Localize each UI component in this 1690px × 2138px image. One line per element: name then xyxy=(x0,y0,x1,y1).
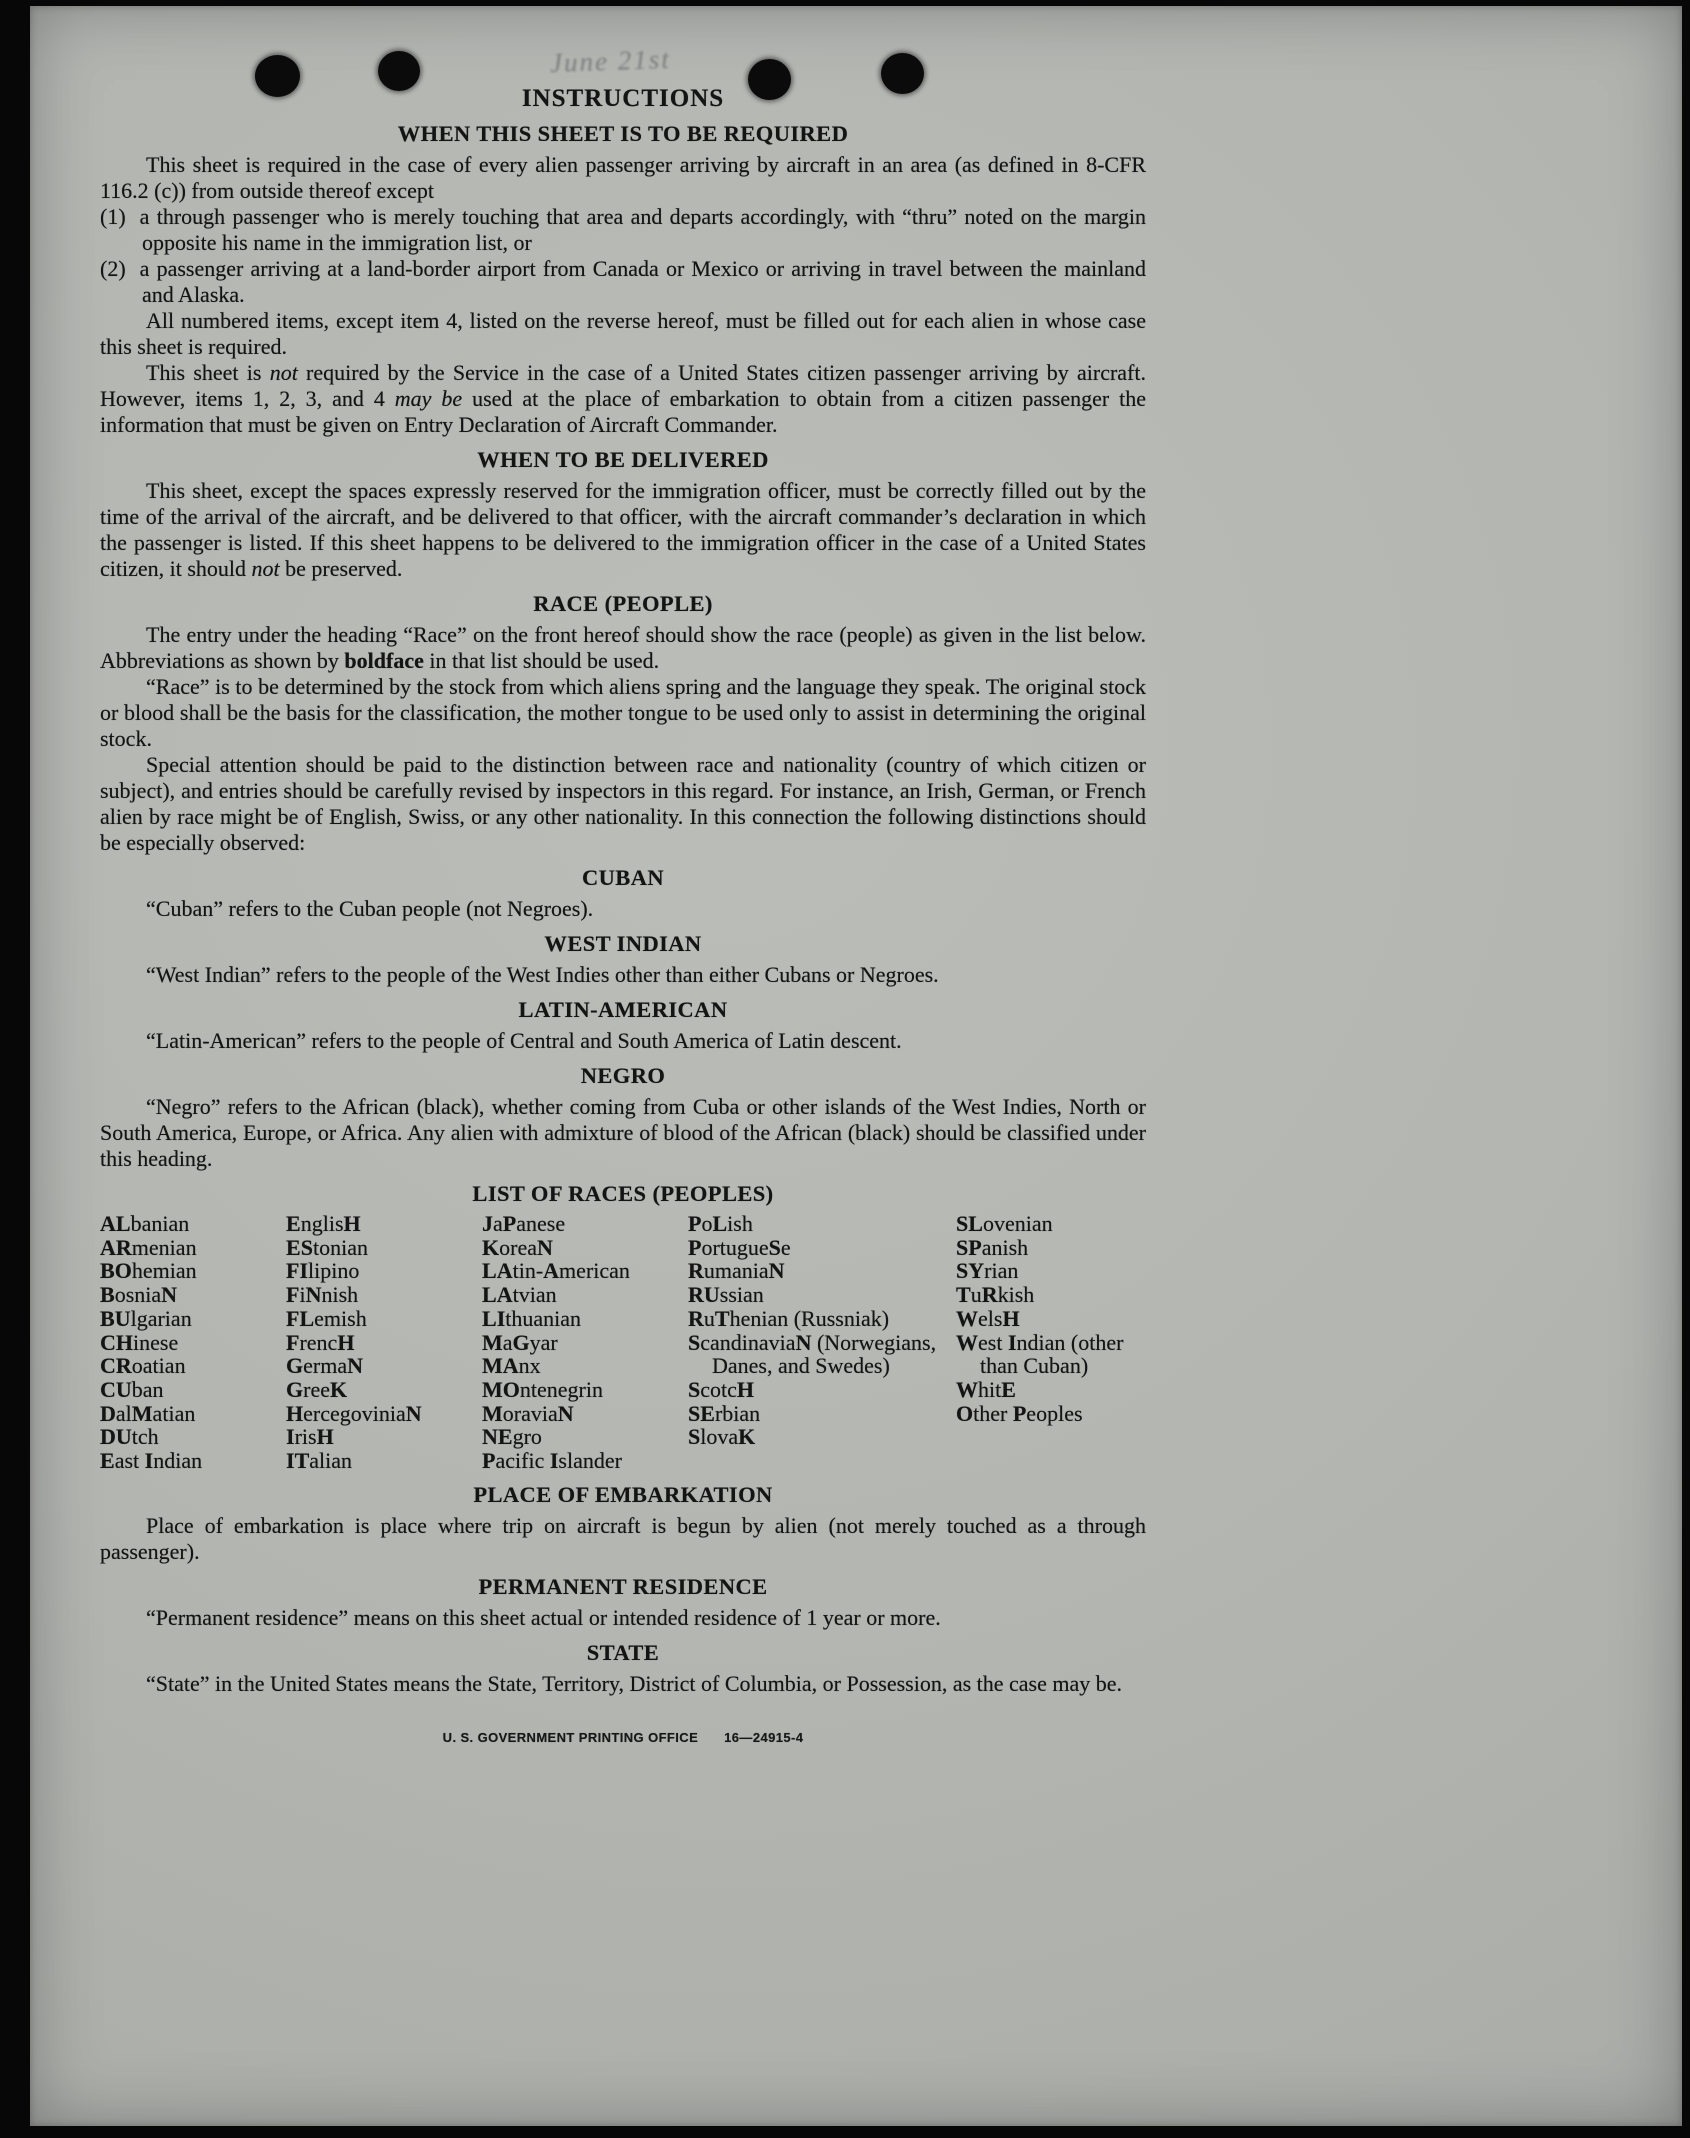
heading-embarkation: PLACE OF EMBARKATION xyxy=(473,1481,773,1507)
race-item: DUtch xyxy=(100,1424,159,1450)
races-column xyxy=(956,1212,1146,1473)
race-item: FrencH xyxy=(286,1329,355,1355)
races-column xyxy=(286,1212,482,1473)
race-item: DalMatian xyxy=(100,1400,196,1426)
race-item: Pacific Islander xyxy=(482,1448,622,1474)
race-item: PoLish xyxy=(688,1211,753,1236)
para-latin-american: “Latin-American” refers to the people of Central and South America of Latin descent. xyxy=(146,1028,902,1053)
race-item: BUlgarian xyxy=(100,1305,192,1331)
race-item: ALbanian xyxy=(100,1211,190,1236)
race-item: MAnx xyxy=(482,1353,541,1379)
heading-latin-american: LATIN-AMERICAN xyxy=(518,997,728,1022)
text-segment: required by the Service in the case of a United States citizen passenger arriving by aircraft. However, items 1, 2, 3, and 4 xyxy=(100,360,1146,411)
item-text: a passenger arriving at a land-border airport from Canada or Mexico or arriving in travel between the mainland and Alaska. xyxy=(139,256,1146,307)
races-column xyxy=(688,1212,956,1473)
para-embarkation: Place of embarkation is place where trip on aircraft is begun by alien (not merely touched as a through passenger). xyxy=(100,1512,1146,1564)
race-item: SYrian xyxy=(956,1258,1019,1284)
race-item: WelsH xyxy=(956,1305,1020,1331)
race-item: GermaN xyxy=(286,1353,363,1379)
para-race-1 xyxy=(100,622,1146,674)
text-bold-boldface: boldface xyxy=(344,648,424,673)
para-race-2: “Race” is to be determined by the stock from which aliens spring and the language they speak. The original stock or blood shall be the basis for the classification, the mother tongue to be used only to assist in determining the original stock. xyxy=(100,674,1146,751)
race-item: IrisH xyxy=(286,1424,334,1450)
race-item: KoreaN xyxy=(482,1234,553,1260)
race-item: RumaniaN xyxy=(688,1258,785,1284)
race-item: JaPanese xyxy=(482,1211,566,1236)
heading-cuban: CUBAN xyxy=(581,865,664,890)
heading-state: STATE xyxy=(586,1639,660,1665)
gpo-number: 16—24915-4 xyxy=(724,1729,804,1745)
race-item: BOhemian xyxy=(100,1258,197,1284)
race-item: ScotcH xyxy=(688,1376,755,1402)
item-text: a through passenger who is merely touching that area and departs accordingly, with “thru” noted on the margin opposite his name in the immigration list, or xyxy=(139,204,1146,255)
race-item: LIthuanian xyxy=(482,1305,582,1331)
race-item: SErbian xyxy=(688,1400,761,1426)
heading-race: RACE (PEOPLE) xyxy=(533,591,713,616)
race-item: ARmenian xyxy=(100,1234,197,1260)
race-item: FLemish xyxy=(286,1305,367,1331)
text-italic-not: not xyxy=(269,360,298,385)
race-item: EnglisH xyxy=(286,1211,361,1236)
para-required-intro: This sheet is required in the case of every alien passenger arriving by aircraft in an area (as defined in 8-CFR 116.2 (c)) from outside thereof except xyxy=(100,152,1146,203)
list-item-2 xyxy=(100,256,1146,308)
text-segment: in that list should be used. xyxy=(423,648,660,673)
race-item: CHinese xyxy=(100,1329,179,1355)
race-item: MaGyar xyxy=(482,1329,558,1355)
race-item: SLovenian xyxy=(956,1211,1053,1236)
para-all-items: All numbered items, except item 4, listed on the reverse hereof, must be filled out for each alien in whose case this sheet is required. xyxy=(100,308,1146,359)
para-state: “State” in the United States means the State, Territory, District of Columbia, or Possession, as the case may be. xyxy=(146,1670,1123,1696)
race-item: ScandinaviaN (Norwegians, Danes, and Swedes) xyxy=(688,1329,937,1379)
races-column xyxy=(482,1212,688,1473)
race-item: PortugueSe xyxy=(688,1234,791,1260)
heading-when-delivered: WHEN TO BE DELIVERED xyxy=(477,447,769,472)
item-number: (1) xyxy=(100,204,126,229)
race-item: EStonian xyxy=(286,1234,368,1260)
race-item: SPanish xyxy=(956,1234,1029,1260)
race-item: MoraviaN xyxy=(482,1400,574,1426)
para-citizen xyxy=(100,360,1146,438)
race-item: WhitE xyxy=(956,1376,1016,1402)
race-item: FiNnish xyxy=(286,1282,359,1308)
race-item: CRoatian xyxy=(100,1353,186,1379)
race-item: LAtin-American xyxy=(482,1258,630,1284)
para-negro: “Negro” refers to the African (black), whether coming from Cuba or other islands of the West Indies, North or South America, Europe, or Africa. Any alien with admixture of blood of the African (black) should be classified under this heading. xyxy=(100,1094,1146,1171)
printed-content xyxy=(100,86,1146,1751)
race-item: ITalian xyxy=(286,1448,353,1474)
race-item: East Indian xyxy=(100,1448,203,1474)
gpo-office: U. S. GOVERNMENT PRINTING OFFICE xyxy=(442,1729,699,1745)
race-item: SlovaK xyxy=(688,1424,756,1450)
scanned-paper xyxy=(30,6,1682,2126)
race-item: Other Peoples xyxy=(956,1400,1083,1426)
para-race-3: Special attention should be paid to the distinction between race and nationality (country of which citizen or subject), and entries should be carefully revised by inspectors in this regard. For instance, an Irish, German, or French alien by race might be of English, Swiss, or any other nationality. In this connection the following distinctions should be especially observed: xyxy=(100,752,1146,855)
para-delivered xyxy=(100,478,1146,582)
page-title: INSTRUCTIONS xyxy=(521,85,725,112)
races-column xyxy=(100,1212,286,1473)
race-item: GreeK xyxy=(286,1376,348,1402)
text-segment: be preserved. xyxy=(279,556,403,581)
text-italic-may-be: may be xyxy=(394,386,463,411)
text-segment: used at the place of embarkation to obtain from a citizen passenger the information that must be given on Entry Declaration of Aircraft Commander. xyxy=(100,386,1146,437)
race-item: NEgro xyxy=(482,1424,542,1450)
heading-west-indian: WEST INDIAN xyxy=(544,931,702,956)
race-item: CUban xyxy=(100,1376,164,1402)
races-grid xyxy=(100,1212,1146,1473)
para-residence: “Permanent residence” means on this sheet actual or intended residence of 1 year or more. xyxy=(146,1604,941,1630)
bleed-through-handwriting: June 21st xyxy=(549,43,672,79)
race-item: MOntenegrin xyxy=(482,1376,603,1402)
text-segment: This sheet, except the spaces expressly reserved for the immigration officer, must be correctly filled out by the time of the arrival of the aircraft, and be delivered to that officer, with the aircraft commander’s declaration in which the passenger is listed. If this sheet happens to be delivered to the immigration officer in the case of a United States citizen, it should xyxy=(100,478,1146,581)
punch-hole xyxy=(378,51,420,91)
item-number: (2) xyxy=(100,256,126,281)
heading-negro: NEGRO xyxy=(580,1063,666,1088)
para-cuban: “Cuban” refers to the Cuban people (not Negroes). xyxy=(146,896,594,921)
race-item: HercegoviniaN xyxy=(286,1400,422,1426)
race-item: LAtvian xyxy=(482,1282,557,1308)
race-item: TuRkish xyxy=(956,1282,1035,1308)
race-item: West Indian (other than Cuban) xyxy=(956,1329,1124,1379)
text-segment: The entry under the heading “Race” on the front hereof should show the race (people) as given in the list below. Abbreviations as shown by xyxy=(100,622,1146,673)
text-segment: This sheet is xyxy=(146,360,270,385)
race-item: FIlipino xyxy=(286,1258,360,1284)
list-item-1 xyxy=(100,204,1146,256)
heading-when-required: WHEN THIS SHEET IS TO BE REQUIRED xyxy=(397,121,849,146)
race-item: RUssian xyxy=(688,1282,764,1308)
gpo-imprint xyxy=(100,1725,1146,1751)
heading-residence: PERMANENT RESIDENCE xyxy=(478,1573,768,1599)
para-west-indian: “West Indian” refers to the people of the West Indies other than either Cubans or Negroes. xyxy=(146,962,939,987)
heading-list-of-races: LIST OF RACES (PEOPLES) xyxy=(472,1181,774,1206)
text-italic-not: not xyxy=(251,556,280,581)
race-item: BosniaN xyxy=(100,1282,178,1308)
race-item: RuThenian (Russniak) xyxy=(688,1305,890,1331)
